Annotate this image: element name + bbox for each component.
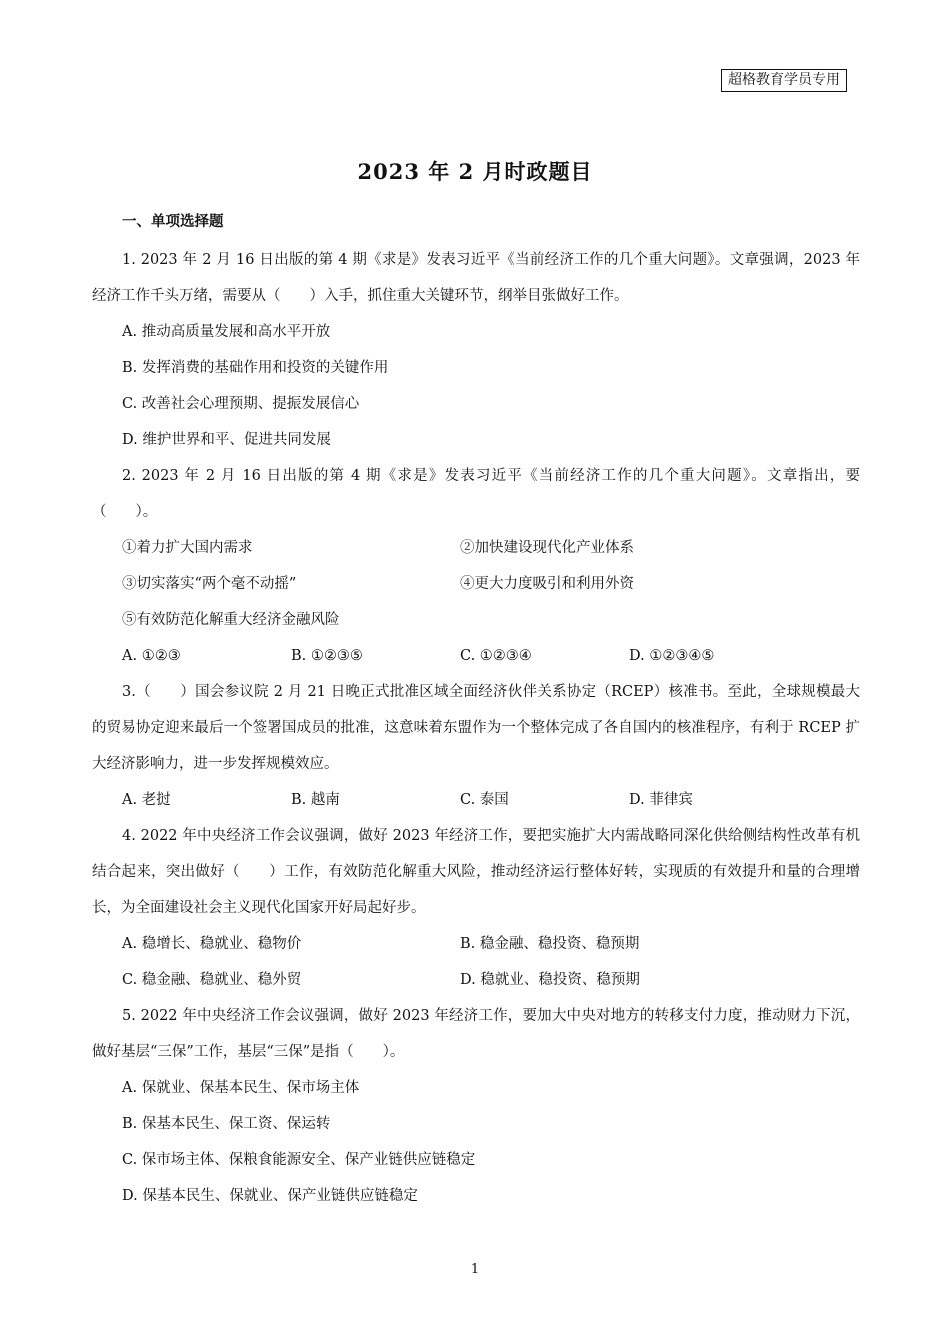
- option-d: D. ①②③④⑤: [629, 648, 715, 664]
- question-stem: 5. 2022 年中央经济工作会议强调，做好 2023 年经济工作，要加大中央对地方的转移支付力度，推动财力下沉，做好基层“三保”工作，基层“三保”是指（ ）。: [92, 1008, 860, 1060]
- page-title: 2023 年 2 月时政题目: [357, 159, 593, 184]
- option-c: C. 保市场主体、保粮食能源安全、保产业链供应链稳定: [122, 1152, 476, 1168]
- option-row: [92, 926, 860, 962]
- usage-stamp: 超格教育学员专用: [721, 69, 847, 92]
- question-4: [92, 818, 860, 998]
- question-2: [92, 458, 860, 674]
- option-b: B. 稳金融、稳投资、稳预期: [460, 936, 640, 952]
- option-c: C. 稳金融、稳就业、稳外贸: [122, 972, 302, 988]
- option-d: D. 稳就业、稳投资、稳预期: [460, 972, 640, 988]
- option-d: D. 菲律宾: [629, 792, 693, 808]
- statement-item: ③切实落实“两个毫不动摇”: [122, 576, 297, 592]
- option-b: B. ①②③⑤: [291, 648, 363, 664]
- statement-row: [92, 566, 860, 602]
- option-row: [92, 638, 860, 674]
- section-heading: 一、单项选择题: [122, 213, 224, 230]
- question-stem: 3.（ ）国会参议院 2 月 21 日晚正式批准区域全面经济伙伴关系协定（RCEP）核准书。至此，全球规模最大的贸易协定迎来最后一个签署国成员的批准，这意味着东盟作为一个整体完成了各自国内的核准程序，有利于 RCEP 扩大经济影响力，进一步发挥规模效应。: [92, 684, 860, 772]
- question-list: [92, 208, 860, 1214]
- question-stem: 2. 2023 年 2 月 16 日出版的第 4 期《求是》发表习近平《当前经济工作的几个重大问题》。文章指出，要（ ）。: [92, 468, 860, 520]
- option-d: D. 维护世界和平、促进共同发展: [122, 432, 331, 448]
- option-c: C. ①②③④: [460, 648, 532, 664]
- option-d: D. 保基本民生、保就业、保产业链供应链稳定: [122, 1188, 418, 1204]
- statement-item: ①着力扩大国内需求: [122, 540, 253, 556]
- statement-row: [92, 602, 860, 638]
- statement-item: ⑤有效防范化解重大经济金融风险: [122, 612, 340, 628]
- statement-row: [92, 530, 860, 566]
- option-b: B. 越南: [291, 792, 340, 808]
- statement-item: ④更大力度吸引和利用外资: [460, 576, 634, 592]
- option-row: [92, 782, 860, 818]
- page-number: 1: [470, 1262, 480, 1277]
- option-b: B. 发挥消费的基础作用和投资的关键作用: [122, 360, 389, 376]
- option-c: C. 泰国: [460, 792, 509, 808]
- option-a: A. 保就业、保基本民生、保市场主体: [122, 1080, 360, 1096]
- question-3: [92, 674, 860, 818]
- question-stem: 4. 2022 年中央经济工作会议强调，做好 2023 年经济工作，要把实施扩大内需战略同深化供给侧结构性改革有机结合起来，突出做好（ ）工作，有效防范化解重大风险，推动经济运行整体好转，实现质的有效提升和量的合理增长，为全面建设社会主义现代化国家开好局起好步。: [92, 828, 860, 916]
- question-5: [92, 998, 860, 1214]
- option-a: A. 老挝: [122, 792, 171, 808]
- option-b: B. 保基本民生、保工资、保运转: [122, 1116, 331, 1132]
- option-a: A. 稳增长、稳就业、稳物价: [122, 936, 302, 952]
- option-c: C. 改善社会心理预期、提振发展信心: [122, 396, 360, 412]
- option-a: A. 推动高质量发展和高水平开放: [122, 324, 331, 340]
- statement-item: ②加快建设现代化产业体系: [460, 540, 634, 556]
- option-a: A. ①②③: [122, 648, 181, 664]
- question-stem: 1. 2023 年 2 月 16 日出版的第 4 期《求是》发表习近平《当前经济工作的几个重大问题》。文章强调，2023 年经济工作千头万绪，需要从（ ）入手，抓住重大关键环节，纲举目张做好工作。: [92, 252, 860, 304]
- question-1: [92, 242, 860, 458]
- option-row: [92, 962, 860, 998]
